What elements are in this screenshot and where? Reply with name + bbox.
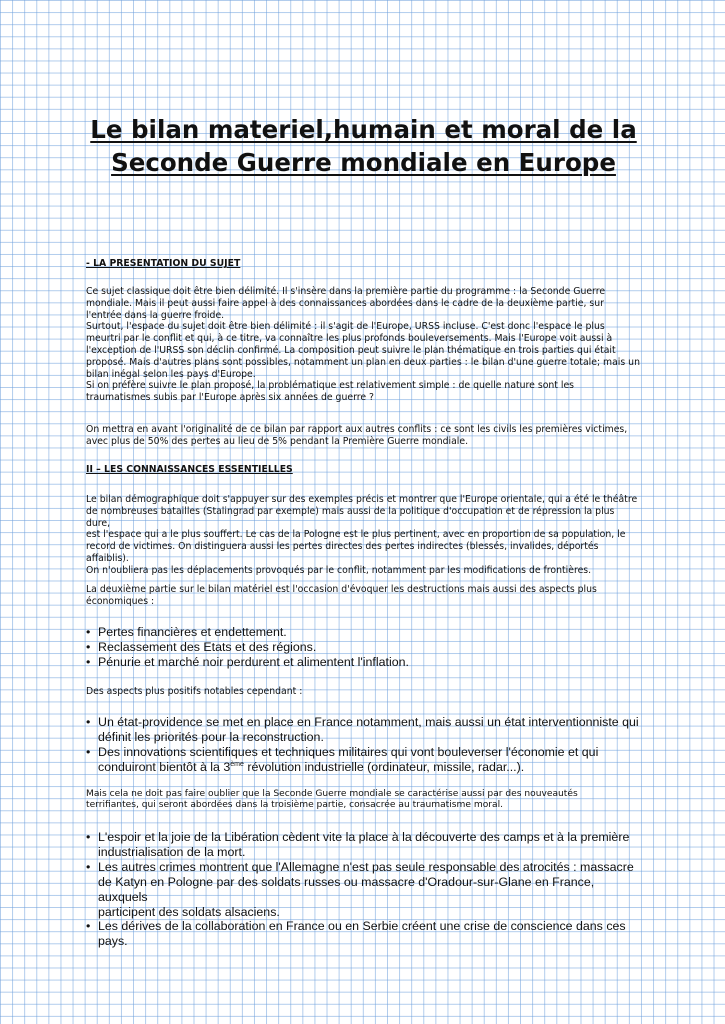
text-line: traumatismes subis par l'Europe après six années de guerre ? — [86, 392, 374, 404]
text-line: Un état-providence se met en place en France notamment, mais aussi un état interventionniste qui — [98, 715, 639, 729]
superscript: ème — [230, 760, 244, 768]
text-line: de nombreuses batailles (Stalingrad par exemple) mais aussi de la politique d'occupation et de répression la plus dure, — [86, 505, 615, 529]
connaissances-paragraph-3 — [86, 686, 641, 698]
presentation-paragraph-1 — [86, 286, 641, 404]
text-line: L'espoir et la joie de la Libération cèdent vite la place à la découverte des camps et à la première — [98, 830, 630, 844]
text-line: participent des soldats alsaciens. — [98, 904, 280, 919]
section-heading: II – LES CONNAISSANCES ESSENTIELLES — [86, 464, 293, 475]
section-presentation — [86, 258, 641, 270]
page-title — [86, 113, 641, 179]
text-line: Des aspects plus positifs notables cependant : — [86, 686, 303, 697]
text-line: mondiale. Mais il peut aussi faire appel à des connaissances abordées dans le cadre de la deuxième partie, sur — [86, 297, 604, 309]
text-line: Les autres crimes montrent que l'Allemagne n'est pas seule responsable des atrocités : massacre — [98, 859, 634, 874]
text-line: Le bilan démographique doit s'appuyer sur des exemples précis et montrer que l'Europe orientale, qui a été le théâtre — [86, 494, 638, 505]
text-line: l'entrée dans la guerre froide. — [86, 309, 225, 321]
text-line: de Katyn en Pologne par des soldats russes ou massacre d'Oradour-sur-Glane en France, auxquels — [98, 874, 595, 904]
bullet-list-material — [86, 625, 641, 670]
text-line: Des innovations scientifiques et techniques militaires qui vont bouleverser l'économie et qui — [98, 744, 599, 759]
list-item — [86, 860, 641, 920]
title-line-1: Le bilan materiel,humain et moral de la — [90, 115, 637, 144]
text-line: Ce sujet classique doit être bien délimité. Il s'insère dans la première partie du programme : la Seconde Guerre — [86, 286, 606, 297]
text-line: Mais cela ne doit pas faire oublier que la Seconde Guerre mondiale se caractérise aussi par des nouveautés — [86, 789, 578, 799]
text-line: économiques : — [86, 595, 155, 607]
text-line: définit les priorités pour la reconstruction. — [98, 729, 324, 744]
text-line: bilan inégal selon les pays d'Europe. — [86, 368, 256, 380]
text-line: industrialisation de la mort. — [98, 844, 246, 859]
text-line: record de victimes. On distinguera aussi les pertes directes des pertes indirectes (blessés, invalides, déportés — [86, 541, 599, 553]
text-line: proposé. Mais d'autres plans sont possibles, notamment un plan en deux parties : le bilan d'une guerre totale; mais un — [86, 356, 640, 368]
text-line: terrifiantes, qui seront abordées dans la troisième partie, consacrée au traumatisme moral. — [86, 800, 503, 811]
text-line: conduiront bientôt à la 3 — [98, 759, 231, 774]
list-item — [86, 715, 641, 745]
text-line: meurtri par le conflit et qui, à ce titre, va connaître les plus profonds bouleversements. Mais l'Europe voit aussi à — [86, 333, 613, 345]
text-line: révolution industrielle (ordinateur, missile, radar...). — [243, 759, 525, 774]
list-item: • Pénurie et marché noir perdurent et alimentent l'inflation. — [86, 655, 641, 670]
section-heading: - LA PRESENTATION DU SUJET — [86, 258, 241, 269]
list-item — [86, 830, 641, 860]
list-item — [86, 919, 641, 949]
connaissances-paragraph-1 — [86, 494, 641, 577]
text-line: Si on préfère suivre le plan proposé, la problématique est relativement simple : de quelle nature sont les — [86, 380, 575, 392]
connaissances-paragraph-2 — [86, 584, 641, 608]
list-item — [86, 745, 641, 775]
connaissances-paragraph-4 — [86, 789, 641, 811]
bullet-list-moral — [86, 830, 641, 949]
list-item: • Pertes financières et endettement. — [86, 625, 641, 640]
text-line: affaiblis). — [86, 552, 129, 564]
presentation-paragraph-2 — [86, 424, 641, 448]
text-line: Les dérives de la collaboration en France ou en Serbie créent une crise de conscience dans ces — [98, 919, 626, 934]
text-line: avec plus de 50% des pertes au lieu de 5% pendant la Première Guerre mondiale. — [86, 435, 469, 447]
text-line: On mettra en avant l'originalité de ce bilan par rapport aux autres conflits : ce sont les civils les premières victimes, — [86, 424, 628, 435]
text-line: pays. — [98, 934, 128, 949]
list-item: • Reclassement des Etats et des régions. — [86, 640, 641, 655]
text-line: On n'oubliera pas les déplacements provoqués par le conflit, notamment par les modifications de frontières. — [86, 564, 592, 576]
section-connaissances — [86, 464, 641, 476]
text-line: l'exception de l'URSS son déclin confirmé. La composition peut suivre le plan thématique en trois parties qui était — [86, 344, 616, 356]
title-line-2: Seconde Guerre mondiale en Europe — [111, 148, 616, 177]
bullet-list-positive — [86, 715, 641, 775]
text-line: est l'espace qui a le plus souffert. Le cas de la Pologne est le plus pertinent, avec en proportion de sa population, le — [86, 529, 626, 541]
text-line: Surtout, l'espace du sujet doit être bien délimité : il s'agit de l'Europe, URSS incluse. C'est donc l'espace le plus — [86, 321, 605, 333]
text-line: La deuxième partie sur le bilan matériel est l'occasion d'évoquer les destructions mais aussi des aspects plus — [86, 584, 597, 595]
